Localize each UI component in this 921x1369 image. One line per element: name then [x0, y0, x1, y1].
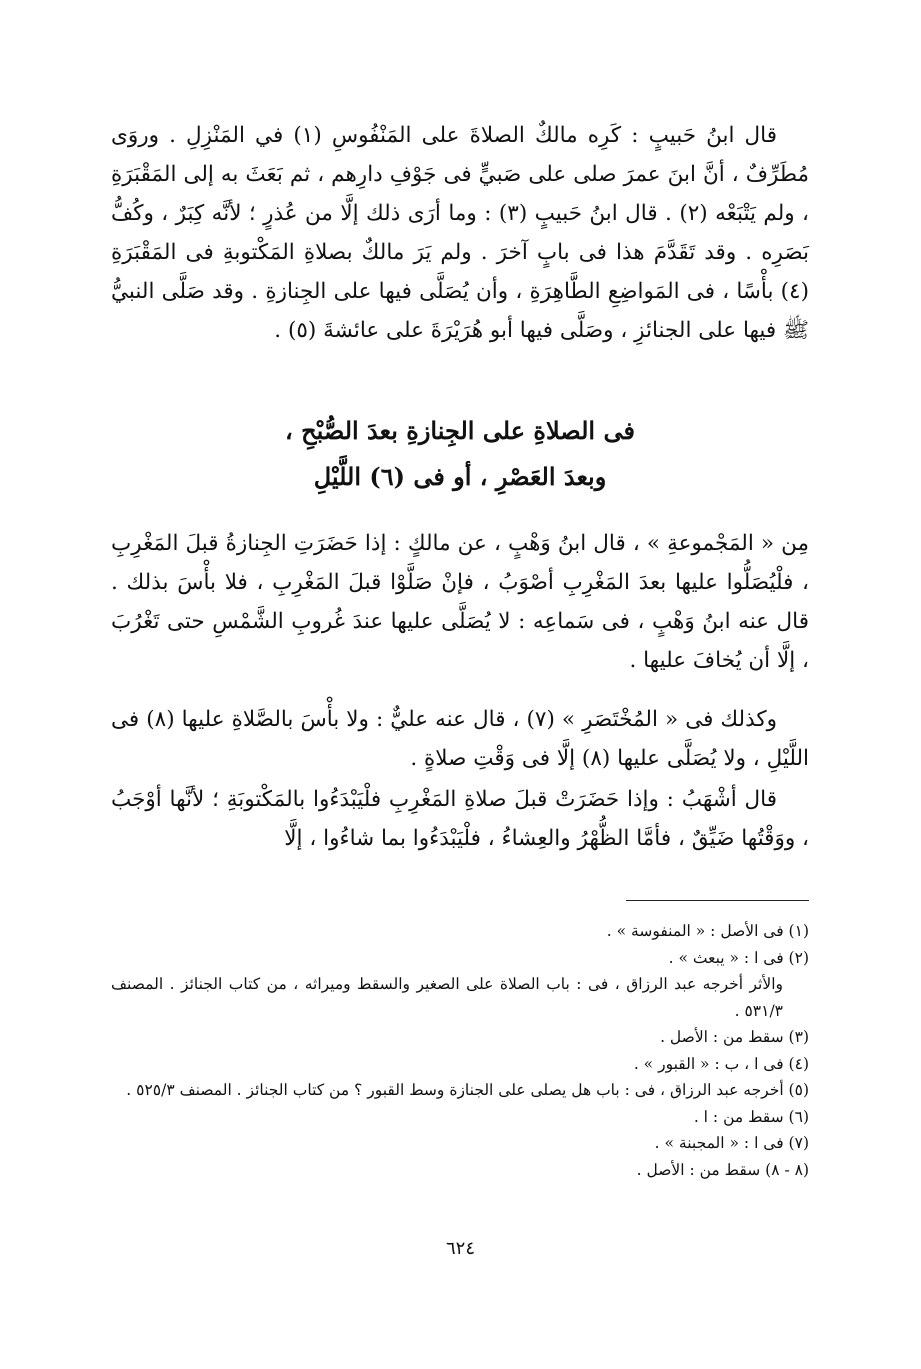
footnote-4: (٤) فى ا ، ب : « القبور » .: [633, 1054, 809, 1073]
page-number: ٦٢٤: [445, 1238, 475, 1259]
footnote-6: (٦) سقط من : ا .: [693, 1107, 809, 1126]
footnote-2-continuation: والأثر أخرجه عبد الرزاق ، فى : باب الصلاة على الصغير والسقط وميراثه ، من كتاب الجنائز . المصنف ٥٣١/٣ .: [111, 975, 783, 1020]
footnote-8: (٨ - ٨) سقط من : الأصل .: [636, 1160, 809, 1179]
paragraph-2-text: مِن « المَجْموعةِ » ، قال ابنُ وَهْبٍ ، عن مالكٍ : إذا حَضَرَتِ الجِنازةُ قبلَ المَغْرِبِ ، فلْيُصَلُّوا عليها بعدَ المَغْرِبِ أصْوَبُ ، فإنْ صَلَّوْا قبلَ المَغْرِبِ ، فلا بأْسَ بذلك . قال عنه ابنُ وَهْبٍ ، فى سَماعِه : لا يُصَلَّى عليها عندَ غُروبِ الشَّمْسِ حتى تَغْرُبَ ، إلَّا أن يُخافَ عليها .: [111, 531, 809, 673]
paragraph-1-text: قال ابنُ حَبيبٍ : كَرِه مالكٌ الصلاةَ على المَنْفُوسِ (١) في المَنْزِلِ . وروَى مُطَرِّفٌ ، أنَّ ابنَ عمرَ صلى على صَبيٍّ فى جَوْفِ دارِهم ، ثم بَعَثَ به إلى المَقْبَرَةِ ، ولم يَتْبَعْه (٢) . قال ابنُ حَبيبٍ (٣) : وما أرَى ذلك إلَّا من عُذرٍ ؛ لأنَّه كِبَرٌ ، وكُفُّ بَصَرِه . وقد تَقَدَّمَ هذا فى بابٍ آخرَ . ولم يَرَ مالكٌ بصلاةِ المَكْتوبةِ فى المَقْبَرَةِ (٤) بأْسًا ، فى المَواضِعِ الطَّاهِرَةِ ، وأن يُصَلَّى فيها على الجِنازةِ . وقد صَلَّى النبيُّ ﷺ فيها على الجنائزِ ، وصَلَّى فيها أبو هُرَيْرَةَ على عائشةَ (٥) .: [111, 123, 809, 343]
paragraph-3: [111, 700, 809, 778]
footnote-1: (١) فى الأصل : « المنفوسة » .: [606, 922, 809, 940]
section-heading-line-1: فى الصلاةِ على الجِنازةِ بعدَ الصُّبْحِ ،: [285, 416, 635, 445]
section-heading: [111, 408, 809, 500]
footnote-separator: [626, 900, 809, 901]
section-heading-line-2: وبعدَ العَصْرِ ، أو فى (٦) اللَّيْلِ: [313, 462, 607, 491]
footnotes: [111, 918, 809, 1183]
footnote-7: (٧) فى ا : « المجبنة » .: [654, 1134, 809, 1152]
paragraph-4-text: قال أشْهَبُ : وإذا حَضَرَتْ قبلَ صلاةِ المَغْرِبِ فلْيَبْدَءُوا بالمَكْتوبَةِ ؛ لأنَّها أوْجَبُ ، ووَقْتُها ضَيِّقٌ ، فأمَّا الظُّهْرُ والعِشاءُ ، فلْيَبْدَءُوا بما شاءُوا ، إلَّا: [111, 787, 809, 851]
footnote-2: (٢) فى ا : « يبعث » .: [668, 948, 809, 967]
footnote-3: (٣) سقط من : الأصل .: [660, 1028, 809, 1046]
paragraph-3-text: وكذلك فى « المُخْتَصَرِ » (٧) ، قال عنه عليٌّ : ولا بأْسَ بالصَّلاةِ عليها (٨) فى اللَّيْلِ ، ولا يُصَلَّى عليها (٨) إلَّا فى وَقْتِ صلاةٍ .: [111, 707, 809, 771]
paragraph-4: [111, 780, 809, 858]
footnote-5: (٥) أخرجه عبد الرزاق ، فى : باب هل يصلى على الجنازة وسط القبور ؟ من كتاب الجنائز . المصنف ٥٢٥/٣ .: [126, 1081, 809, 1099]
paragraph-1: [111, 116, 809, 350]
paragraph-2: [111, 524, 809, 680]
